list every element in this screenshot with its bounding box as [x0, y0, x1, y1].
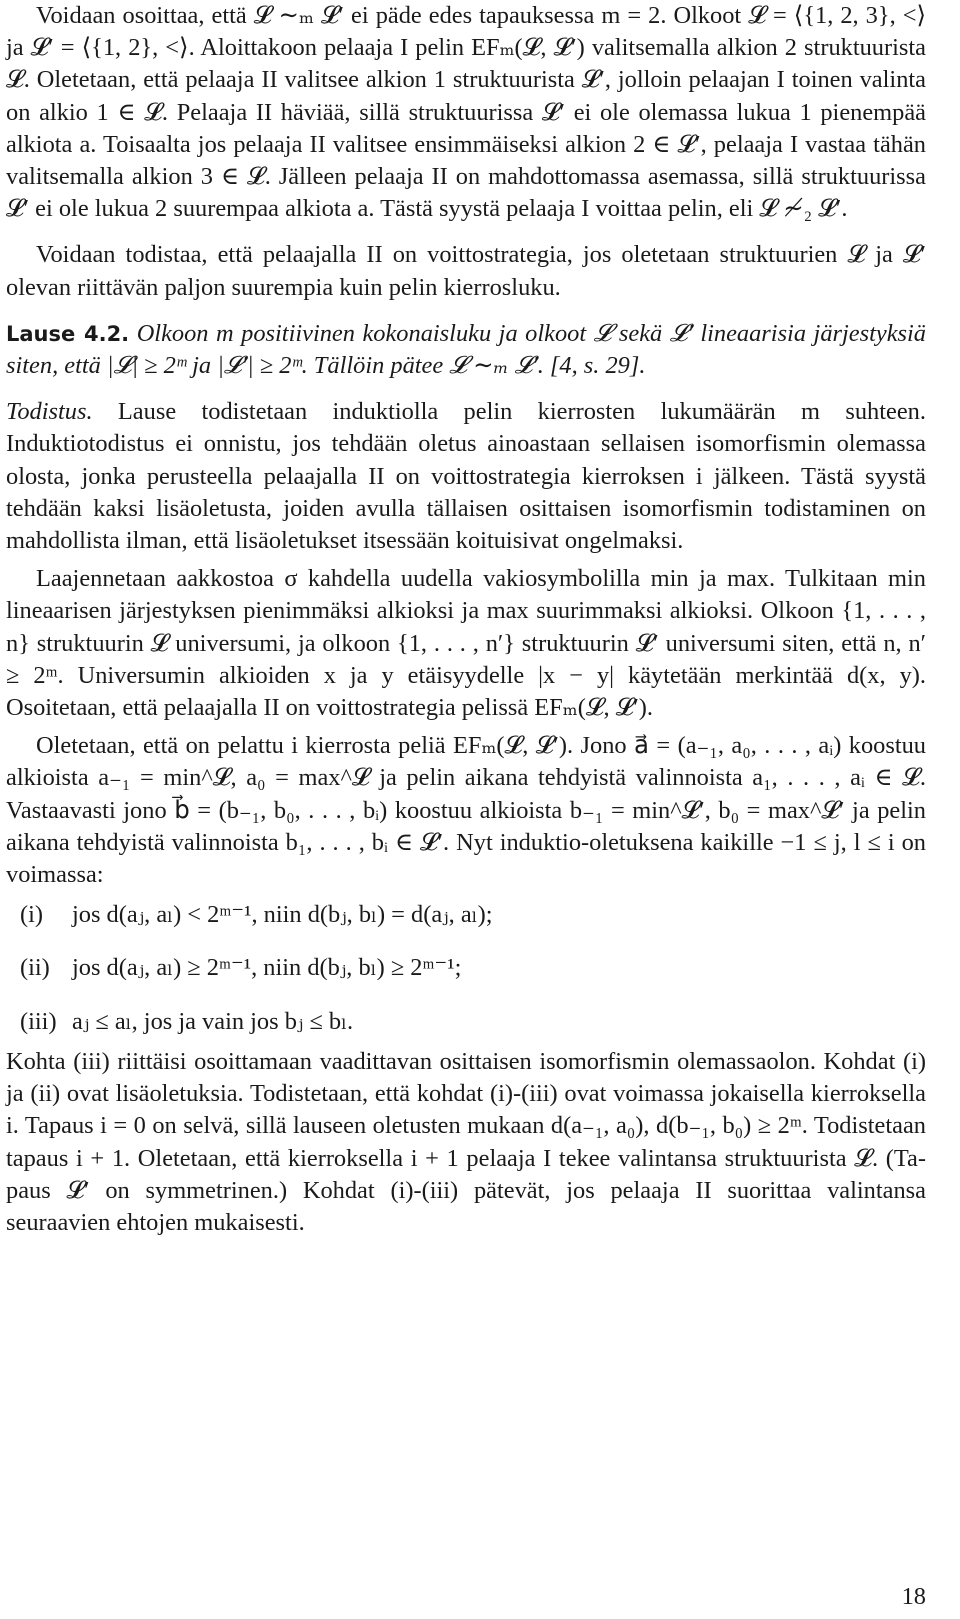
list-item-label: (iii)	[20, 1007, 57, 1035]
list-item	[6, 952, 926, 984]
paragraph-example: Voidaan osoittaa, että 𝓛 ∼ₘ 𝓛′ ei päde edes tapauksessa m = 2. Olkoot 𝓛 = ⟨{1, 2, 3}, <⟩ ja 𝓛′ = ⟨{1, 2}, <⟩. Aloittakoon pelaaja I pelin EFₘ(𝓛, 𝓛′) valitsemalla alkion 2 struktuurista 𝓛. Oletetaan, että pelaaja II valitsee alkion 1 struktuurista 𝓛′, jolloin pelaajan I toinen valinta on alkio 1 ∈ 𝓛. Pelaaja II häviää, sillä struktuurissa 𝓛′ ei ole olemassa lukua 1 pienempää alkiota a. Toisaalta jos pelaaja II valitsee ensimmäiseksi alkion 2 ∈ 𝓛′, pelaaja I vastaa tähän valitsemalla alkion 3 ∈ 𝓛. Jälleen pelaaja II on mahdottomassa asemassa, sillä struktuurissa 𝓛′ ei ole lukua 2 suurempaa alkiota a. Tästä syystä pelaaja I voittaa pelin, eli 𝓛 ≁₂ 𝓛′.	[6, 2, 926, 223]
proof-body: Lause todistetaan induktiolla pelin kierrosten lukumäärän m suhteen. Induktiotodistus ei onnistu, jos tehdään oletus ainoastaan sellaisen isomorfismin olemassa olosta, jonka perusteella pelaajalla II on voittostrategia kierroksen i jälkeen. Tästä syystä tehdään kaksi lisäoletusta, joiden avulla tällaisen osittaisen isomorfismin todistaminen on mahdollista ilman, että lisäoletukset itsessään koituisivat ongelmaksi.	[6, 398, 926, 555]
list-item	[6, 899, 926, 931]
paragraph-conclusion: Kohta (iii) riittäisi osoittamaan vaadittavan osittaisen isomorfismin olemassaolon. Kohdat (i) ja (ii) ovat lisäoletuksia. Todistetaan, että kohdat (i)-(iii) ovat voimassa jokaisella kierroksella i. Tapaus i = 0 on selvä, sillä lauseen oletusten mukaan d(a₋₁, a₀), d(b₋₁, b₀) ≥ 2ᵐ. Todistetaan tapaus i + 1. Oletetaan, että kierroksella i + 1 pelaaja I tekee valintansa struktuurista 𝓛. (Tapaus 𝓛′ on symmetrinen.) Kohdat (i)-(iii) pätevät, jos pelaaja II suorittaa valintansa seuraavien ehtojen mukaisesti.	[6, 1047, 926, 1236]
list-item-label: (ii)	[20, 954, 50, 982]
theorem-heading: Lause 4.2.	[6, 321, 130, 346]
paragraph-induction: Oletetaan, että on pelattu i kierrosta peliä EFₘ(𝓛, 𝓛′). Jono a⃗ = (a₋₁, a₀, . . . , aᵢ) koostuu alkioista a₋₁ = min^𝓛, a₀ = max^𝓛 ja pelin aikana tehdyistä valinnoista a₁, . . . , aᵢ ∈ 𝓛. Vastaavasti jono b⃗ = (b₋₁, b₀, . . . , bᵢ) koostuu alkioista b₋₁ = min^𝓛′, b₀ = max^𝓛′ ja pelin aikana tehdyistä valinnoista b₁, . . . , bᵢ ∈ 𝓛′. Nyt induktio-oletuksena kaikille −1 ≤ j, l ≤ i on voimassa:	[6, 732, 926, 889]
proof-heading: Todistus.	[6, 398, 93, 426]
theorem-statement: Olkoon m positiivinen kokonaisluku ja olkoot 𝓛 sekä 𝓛′ lineaarisia järjestyksiä siten, että |𝓛| ≥ 2ᵐ ja |𝓛′| ≥ 2ᵐ. Tällöin pätee 𝓛 ∼ₘ 𝓛′. [4, s. 29].	[6, 319, 926, 380]
paragraph-vocabulary: Laajennetaan aakkostoa σ kahdella uudella vakiosymbolilla min ja max. Tulkitaan min lineaarisen järjestyksen pienimmäksi alkioksi ja max suurimmaksi alkioksi. Olkoon {1, . . . , n} struktuurin 𝓛 universumi, ja olkoon {1, . . . , n′} struktuurin 𝓛′ universumi siten, että n, n′ ≥ 2ᵐ. Universumin alkioiden x ja y etäisyydelle |x − y| käytetään merkintää d(x, y). Osoitetaan, että pelaajalla II on voittostrategia pelissä EFₘ(𝓛, 𝓛′).	[6, 565, 926, 722]
list-item-text: aⱼ ≤ aₗ, jos ja vain jos bⱼ ≤ bₗ.	[72, 1007, 354, 1035]
proof	[6, 396, 926, 557]
paragraph-intro-theorem: Voidaan todistaa, että pelaajalla II on voittostrategia, jos oletetaan struktuurien 𝓛 ja 𝓛′ olevan riittävän paljon suurempia kuin pelin kierrosluku.	[6, 241, 926, 301]
list-item-text: jos d(aⱼ, aₗ) ≥ 2ᵐ⁻¹, niin d(bⱼ, bₗ) ≥ 2ᵐ⁻¹;	[72, 954, 462, 982]
list-item-text: jos d(aⱼ, aₗ) < 2ᵐ⁻¹, niin d(bⱼ, bₗ) = d(aⱼ, aₗ);	[72, 901, 493, 929]
theorem-4-2	[6, 318, 926, 382]
page-number: 18	[901, 1582, 926, 1610]
induction-conditions-list	[6, 899, 926, 1038]
list-item	[6, 1006, 926, 1038]
list-item-label: (i)	[20, 901, 44, 929]
